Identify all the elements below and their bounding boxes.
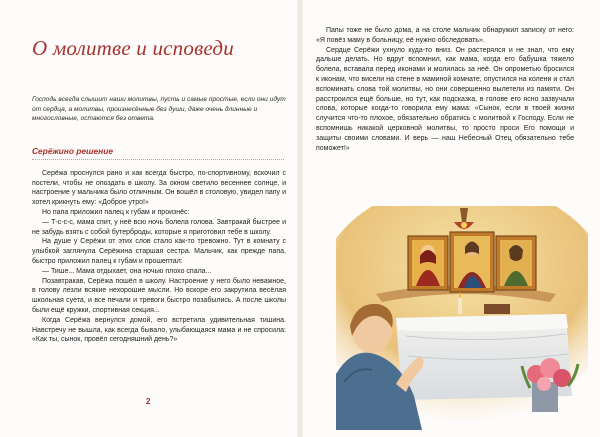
paragraph: Позавтракав, Серёжа пошёл в школу. Настроение у него было неважное, в голову лезли всякие нехорошие мысли. Но вскоре его закрутила весёлая школьная суета, и все печали и тревоги быстро позабылись. А после школы были ещё кружки, спортивная секция... xyxy=(32,277,286,314)
icon-book xyxy=(484,304,510,314)
icon-theotokos xyxy=(408,236,448,290)
page-number: 2 xyxy=(146,397,151,406)
left-body-text xyxy=(32,169,286,345)
paragraph: Когда Серёжа вернулся домой, его встретила удивительная тишина. Навстречу не вышла, как всегда бывало, улыбающаяся мама и не спросила: «Как ты, сынок, провёл сегодняшний день?» xyxy=(32,316,286,344)
icon-christ xyxy=(450,232,494,292)
right-page xyxy=(300,0,600,437)
paragraph: — Тише... Мама отдыхает, она ночью плохо спала... xyxy=(42,267,212,275)
icon-saint xyxy=(496,236,536,290)
paragraph: Папы тоже не было дома, а на столе мальчик обнаружил записку от него: «Я повёз маму в больницу, её нужно обследовать». xyxy=(316,27,574,44)
paragraph: — Т-с-с-с, мама спит, у неё всю ночь болела голова. Завтракай быстрее и не забудь взять с собой бутерброды, которые я приготовил тебе в школу. xyxy=(32,218,286,236)
section-title: Серёжино решение xyxy=(32,146,284,160)
epigraph: Господь всегда слышит наши молитвы, пусть и самые простые, если они идут от сердца, а молитвы, произнесённые без души, даже очень длинные и многословные, остаются без ответа. xyxy=(32,96,286,123)
paragraph: Сердце Серёжи ухнуло куда-то вниз. Он растерялся и не знал, что ему дальше делать. Но вдруг вспомнил, как мама, когда его бабушка тяжело болела, вставала перед иконами и молилась за неё. Он опрометью бросился к иконам, что висели на стене в маминой комнате, опустился на колени и стал вспоминать слова той молитвы, но они совершенно вылетели из памяти. Он расстроился ещё больше, но тут, как подсказка, в голове его ясно зазвучали слова, которые когда-то говорила ему мама: «Сынок, если в твоей жизни случится что-то плохое, обязательно обратись с молитвой к Господу. Если не вспомнишь никакой церковной молитвы, то просто проси Его помощи и защиты своими словами. И верь — наш Небесный Отец обязательно тебе поможет!» xyxy=(316,46,574,152)
paragraph: На душе у Серёжи от этих слов стало как-то тревожно. Тут в комнату с улыбкой заглянула Серёжина старшая сестра. Мальчик, как прежде папа, быстро приложил палец к губам и прошептал: xyxy=(32,238,286,265)
icon-candle xyxy=(458,298,462,314)
right-body-text xyxy=(316,26,574,153)
chapter-title: О молитве и исповеди xyxy=(32,36,234,60)
paragraph: Но папа приложил палец к губам и произнёс: xyxy=(42,208,190,216)
icon-corner-illustration xyxy=(336,206,588,430)
paragraph: Серёжа проснулся рано и как всегда быстро, по-спортивному, вскочил с постели, чтобы не опоздать в школу. За окном светило весеннее солнце, и настроение у мальчика было отличным. Он вошёл в столовую, увидел папу и хотел крикнуть ему: «Доброе утро!» xyxy=(32,169,286,207)
